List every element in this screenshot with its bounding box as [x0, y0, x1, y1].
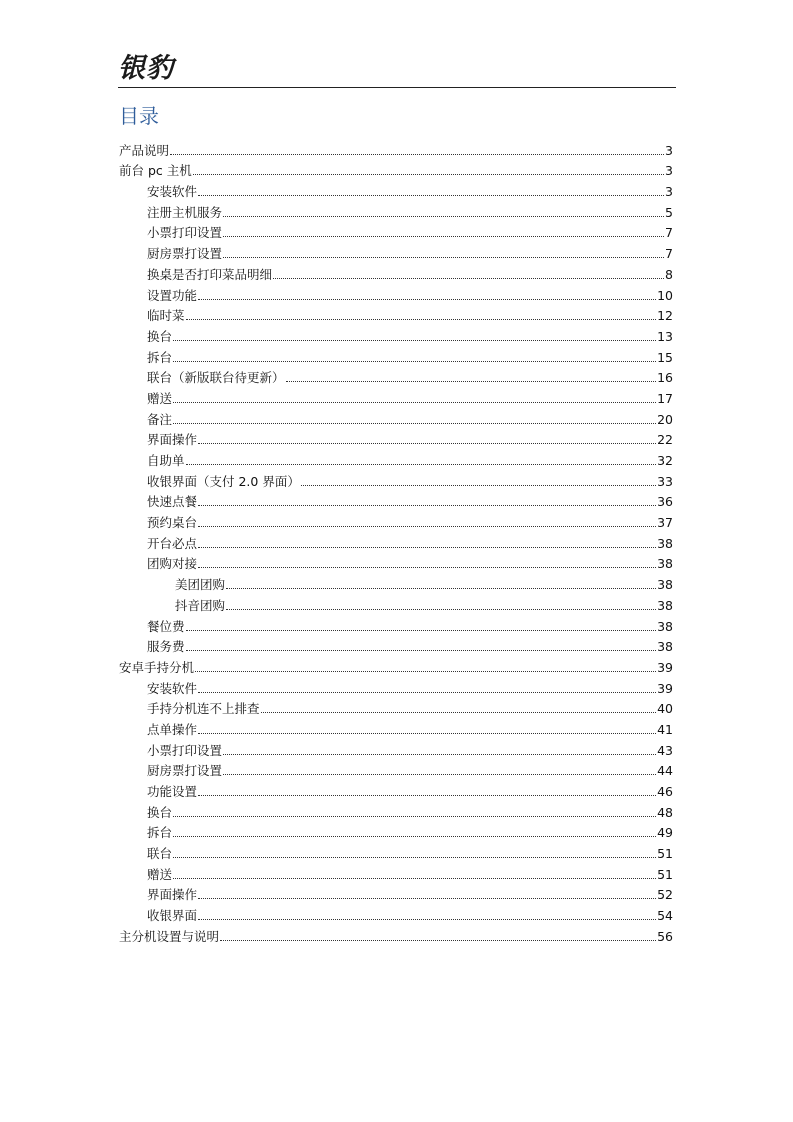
toc-page-number: 33 [657, 473, 673, 489]
toc-entry-title: 联台 [147, 846, 173, 862]
toc-dot-leader [226, 609, 656, 610]
toc-page-number: 39 [657, 659, 673, 675]
toc-dot-leader [198, 795, 656, 796]
toc-entry[interactable] [119, 862, 673, 883]
toc-dot-leader [186, 630, 657, 631]
toc-entry[interactable] [119, 655, 673, 676]
toc-entry[interactable] [119, 635, 673, 656]
toc-entry[interactable] [119, 593, 673, 614]
toc-page-number: 8 [665, 266, 673, 282]
toc-entry[interactable] [119, 883, 673, 904]
toc-entry-title: 预约桌台 [147, 515, 198, 531]
toc-entry-title: 小票打印设置 [147, 225, 223, 241]
toc-entry[interactable] [119, 159, 673, 180]
toc-dot-leader [195, 671, 656, 672]
toc-entry-title: 赠送 [147, 866, 173, 882]
toc-page-number: 36 [657, 494, 673, 510]
toc-page-number: 7 [665, 246, 673, 262]
toc-entry[interactable] [119, 324, 673, 345]
toc-dot-leader [186, 650, 657, 651]
toc-page-number: 13 [657, 328, 673, 344]
brand-logo: 银豹 [118, 53, 174, 84]
toc-entry[interactable] [119, 717, 673, 738]
toc-dot-leader [198, 195, 664, 196]
toc-dot-leader [223, 774, 656, 775]
toc-entry[interactable] [119, 697, 673, 718]
toc-entry[interactable] [119, 179, 673, 200]
toc-dot-leader [223, 257, 664, 258]
toc-dot-leader [173, 857, 656, 858]
toc-entry[interactable] [119, 676, 673, 697]
toc-dot-leader [173, 340, 656, 341]
toc-entry[interactable] [119, 490, 673, 511]
toc-dot-leader [223, 216, 664, 217]
toc-page-number: 38 [657, 556, 673, 572]
toc-dot-leader [173, 361, 656, 362]
toc-dot-leader [198, 505, 656, 506]
toc-entry-title: 安装软件 [147, 184, 198, 200]
toc-dot-leader [223, 236, 664, 237]
toc-page-number: 38 [657, 597, 673, 613]
toc-dot-leader [198, 567, 656, 568]
toc-page-number: 43 [657, 742, 673, 758]
toc-dot-leader [198, 919, 656, 920]
toc-dot-leader [198, 692, 656, 693]
toc-page-number: 54 [657, 908, 673, 924]
toc-entry[interactable] [119, 304, 673, 325]
toc-entry-title: 安卓手持分机 [119, 659, 195, 675]
toc-dot-leader [286, 381, 657, 382]
toc-page-number: 20 [657, 411, 673, 427]
toc-entry[interactable] [119, 924, 673, 945]
toc-entry-title: 主分机设置与说明 [119, 928, 220, 944]
toc-entry[interactable] [119, 407, 673, 428]
toc-page-number: 56 [657, 928, 673, 944]
toc-dot-leader [273, 278, 664, 279]
toc-dot-leader [173, 423, 656, 424]
toc-entry-title: 点单操作 [147, 721, 198, 737]
toc-entry-title: 快速点餐 [147, 494, 198, 510]
toc-dot-leader [226, 588, 656, 589]
toc-dot-leader [186, 319, 657, 320]
toc-entry-title: 收银界面 [147, 908, 198, 924]
toc-dot-leader [198, 526, 656, 527]
toc-entry-title: 设置功能 [147, 287, 198, 303]
toc-entry-title: 换台 [147, 328, 173, 344]
toc-entry-title: 服务费 [147, 639, 185, 655]
toc-page-number: 32 [657, 453, 673, 468]
toc-entry-title: 界面操作 [147, 432, 198, 448]
toc-dot-leader [173, 836, 656, 837]
toc-entry[interactable] [119, 821, 673, 842]
toc-entry-title: 安装软件 [147, 680, 198, 696]
toc-entry-title: 换桌是否打印菜品明细 [147, 266, 273, 282]
toc-entry-title: 注册主机服务 [147, 204, 223, 220]
toc-entry-title: 赠送 [147, 390, 173, 406]
toc-entry-title: 厨房票打设置 [147, 763, 223, 779]
toc-entry[interactable] [119, 572, 673, 593]
toc-entry-title: 开台必点 [147, 535, 198, 551]
toc-entry-title: 产品说明 [119, 142, 170, 158]
toc-entry-title: 拆台 [147, 825, 173, 841]
toc-page-number: 40 [657, 701, 673, 717]
toc-entry[interactable] [119, 738, 673, 759]
toc-dot-leader [173, 878, 656, 879]
toc-entry[interactable] [119, 759, 673, 780]
toc-entry[interactable] [119, 469, 673, 490]
toc-dot-leader [198, 547, 656, 548]
toc-entry-title: 备注 [147, 411, 173, 427]
toc-dot-leader [301, 485, 656, 486]
toc-entry[interactable] [119, 510, 673, 531]
toc-entry-title: 手持分机连不上排查 [147, 701, 260, 717]
toc-entry-title: 餐位费 [147, 618, 185, 634]
toc-entry[interactable] [119, 241, 673, 262]
toc-page-number: 38 [657, 577, 673, 593]
toc-entry[interactable] [119, 779, 673, 800]
toc-entry-title: 界面操作 [147, 887, 198, 903]
toc-entry[interactable] [119, 138, 673, 159]
toc-entry[interactable] [119, 800, 673, 821]
header-divider [118, 87, 676, 88]
toc-entry[interactable] [119, 448, 673, 469]
toc-page-number: 44 [657, 763, 673, 779]
toc-page-number: 38 [657, 535, 673, 551]
toc-entry[interactable] [119, 614, 673, 635]
toc-dot-leader [220, 940, 656, 941]
toc-dot-leader [198, 443, 656, 444]
toc-page-number: 46 [657, 784, 673, 799]
toc-entry-title: 团购对接 [147, 556, 198, 572]
toc-page-number: 10 [657, 287, 673, 303]
toc-page-number: 51 [657, 846, 673, 862]
toc-entry-title: 临时菜 [147, 308, 185, 324]
toc-entry[interactable] [119, 200, 673, 221]
toc-title: 目录 [119, 104, 159, 128]
toc-entry[interactable] [119, 903, 673, 924]
toc-page-number: 37 [657, 515, 673, 531]
toc-entry[interactable] [119, 366, 673, 387]
toc-page-number: 38 [657, 618, 673, 634]
toc-page-number: 3 [665, 142, 673, 158]
toc-page-number: 39 [657, 680, 673, 696]
toc-entry-title: 美团团购 [175, 577, 226, 593]
toc-dot-leader [198, 299, 656, 300]
toc-page-number: 22 [657, 432, 673, 448]
toc-page-number: 38 [657, 639, 673, 655]
toc-entry-title: 拆台 [147, 349, 173, 365]
toc-entry[interactable] [119, 531, 673, 552]
toc-page-number: 16 [657, 370, 673, 386]
toc-page-number: 3 [665, 163, 673, 179]
toc-page-number: 49 [657, 825, 673, 841]
toc-entry[interactable] [119, 428, 673, 449]
toc-entry[interactable] [119, 221, 673, 242]
toc-entry-title: 小票打印设置 [147, 742, 223, 758]
toc-entry-title: 联台（新版联台待更新） [147, 370, 285, 386]
toc-entry[interactable] [119, 283, 673, 304]
toc-entry[interactable] [119, 552, 673, 573]
toc-dot-leader [186, 464, 657, 465]
toc-page-number: 52 [657, 887, 673, 903]
toc-page-number: 51 [657, 866, 673, 882]
toc-entry-title: 功能设置 [147, 784, 198, 799]
toc-page-number: 48 [657, 804, 673, 820]
toc-page-number: 17 [657, 390, 673, 406]
toc-list [119, 138, 673, 945]
toc-page-number: 12 [657, 308, 673, 324]
toc-dot-leader [198, 733, 656, 734]
toc-entry-title: 抖音团购 [175, 597, 226, 613]
toc-page-number: 15 [657, 349, 673, 365]
toc-page-number: 5 [665, 204, 673, 220]
toc-entry-title: 自助单 [147, 453, 185, 468]
toc-entry[interactable] [119, 386, 673, 407]
toc-entry[interactable] [119, 262, 673, 283]
toc-dot-leader [170, 154, 664, 155]
toc-entry[interactable] [119, 345, 673, 366]
toc-page-number: 41 [657, 721, 673, 737]
toc-dot-leader [173, 402, 656, 403]
toc-entry[interactable] [119, 841, 673, 862]
toc-entry-title: 前台 pc 主机 [119, 163, 192, 179]
toc-dot-leader [198, 898, 656, 899]
toc-entry-title: 厨房票打设置 [147, 246, 223, 262]
toc-dot-leader [193, 174, 664, 175]
toc-page-number: 7 [665, 225, 673, 241]
toc-entry-title: 收银界面（支付 2.0 界面） [147, 473, 300, 489]
toc-entry-title: 换台 [147, 804, 173, 820]
toc-dot-leader [261, 712, 657, 713]
toc-dot-leader [223, 754, 656, 755]
toc-dot-leader [173, 816, 656, 817]
toc-page-number: 3 [665, 184, 673, 200]
